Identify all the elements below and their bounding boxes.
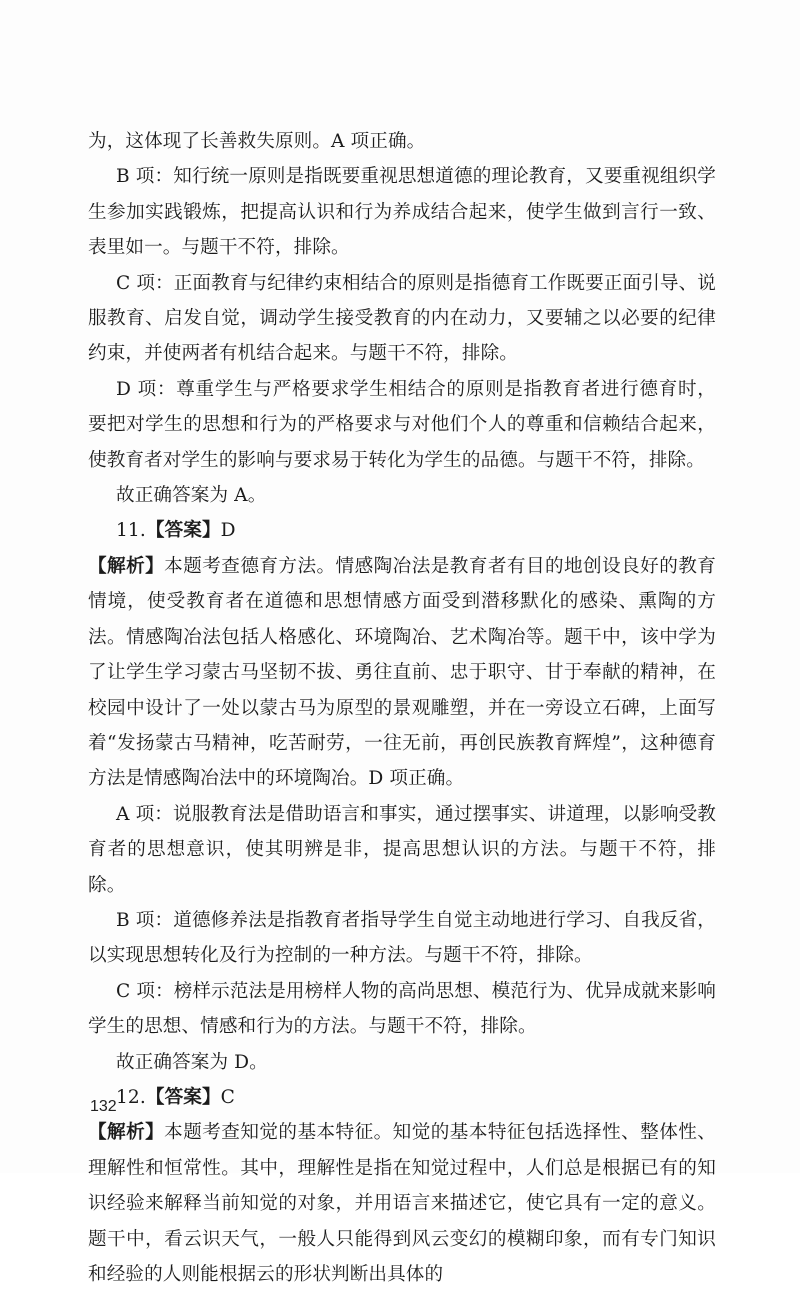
paragraph bbox=[88, 1045, 716, 1080]
paragraph-text: C 项：榜样示范法是用榜样人物的高尚思想、模范行为、优异成就来影响学生的思想、情感和行为的方法。与题干不符，排除。 bbox=[88, 980, 716, 1038]
paragraph-text: 本题考查德育方法。情感陶冶法是教育者有目的地创设良好的教育情境，使受教育者在道德和思想情感方面受到潜移默化的感染、熏陶的方法。情感陶冶法包括人格感化、环境陶冶、艺术陶冶等。题干中，该中学为了让学生学习蒙古马坚韧不拔、勇往直前、忠于职守、甘于奉献的精神，在校园中设计了一处以蒙古马为原型的景观雕塑，并在一旁设立石碑，上面写着“发扬蒙古马精神，吃苦耐劳，一往无前，再创民族教育辉煌”，这种德育方法是情感陶冶法中的环境陶冶。D 项正确。 bbox=[88, 555, 716, 790]
paragraph bbox=[88, 478, 716, 513]
paragraph-text: B 项：道德修养法是指教育者指导学生自觉主动地进行学习、自我反省，以实现思想转化及行为控制的一种方法。与题干不符，排除。 bbox=[88, 909, 716, 967]
paragraph bbox=[88, 903, 716, 974]
paragraph-text: 11. bbox=[116, 520, 146, 542]
paragraph-text: 故正确答案为 A。 bbox=[116, 485, 267, 507]
bold-label: 【解析】 bbox=[88, 1122, 165, 1144]
paragraph bbox=[88, 797, 716, 903]
paragraph-text: 本题考查知觉的基本特征。知觉的基本特征包括选择性、整体性、理解性和恒常性。其中，理解性是指在知觉过程中，人们总是根据已有的知识经验来解释当前知觉的对象，并用语言来描述它，使它具有一定的意义。题干中，看云识天气，一般人只能得到风云变幻的模糊印象，而有专门知识和经验的人则能根据云的形状判断出具体的 bbox=[88, 1122, 716, 1285]
page-number: 132 bbox=[90, 1098, 117, 1115]
paragraph bbox=[88, 549, 716, 797]
paragraph-text: D 项：尊重学生与严格要求学生相结合的原则是指教育者进行德育时，要把对学生的思想和行为的严格要求与对他们个人的尊重和信赖结合起来，使教育者对学生的影响与要求易于转化为学生的品德。与题干不符，排除。 bbox=[88, 378, 716, 471]
paragraph-text: 故正确答案为 D。 bbox=[116, 1051, 268, 1073]
paragraph-text: C 项：正面教育与纪律约束相结合的原则是指德育工作既要正面引导、说服教育、启发自觉，调动学生接受教育的内在动力，又要辅之以必要的纪律约束，并使两者有机结合起来。与题干不符，排除。 bbox=[88, 272, 716, 365]
bold-label: 【答案】 bbox=[145, 1086, 221, 1108]
paragraph-text: B 项：知行统一原则是指既要重视思想道德的理论教育，又要重视组织学生参加实践锻炼，把提高认识和行为养成结合起来，使学生做到言行一致、表里如一。与题干不符，排除。 bbox=[88, 166, 716, 259]
paragraph-text: C bbox=[220, 1086, 235, 1108]
paragraph bbox=[88, 372, 716, 478]
paragraph bbox=[88, 159, 716, 265]
paragraph bbox=[88, 1080, 716, 1115]
bold-label: 【解析】 bbox=[88, 555, 165, 577]
paragraph-text: 为，这体现了长善救失原则。A 项正确。 bbox=[88, 131, 426, 152]
paragraph bbox=[88, 1115, 716, 1292]
page-body-text bbox=[88, 124, 716, 1292]
paragraph bbox=[88, 266, 716, 372]
paragraph bbox=[88, 974, 716, 1045]
paragraph bbox=[88, 513, 716, 548]
paragraph-text: D bbox=[220, 520, 236, 542]
paragraph-text: A 项：说服教育法是借助语言和事实，通过摆事实、讲道理，以影响受教育者的思想意识，使其明辨是非，提高思想认识的方法。与题干不符，排除。 bbox=[88, 803, 716, 896]
paragraph bbox=[88, 124, 716, 159]
bold-label: 【答案】 bbox=[145, 520, 221, 542]
paragraph-text: 12. bbox=[116, 1086, 146, 1108]
